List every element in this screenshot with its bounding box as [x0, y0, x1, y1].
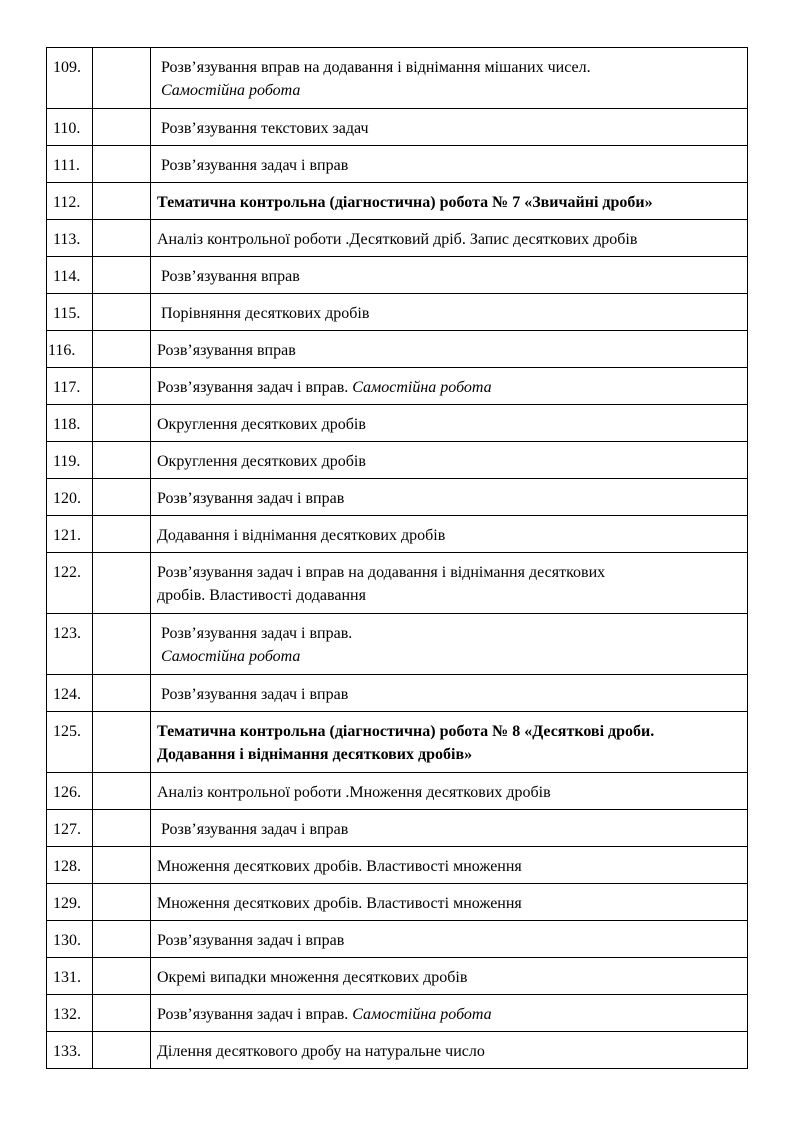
table-row [47, 294, 748, 331]
topic-text: Розв’язування задач і вправ на додавання і віднімання десяткових [157, 564, 606, 581]
lesson-number: 115. [47, 294, 93, 331]
topic-line [161, 265, 741, 288]
topic-text: Порівняння десяткових дробів [161, 305, 370, 322]
lesson-topic [151, 405, 748, 442]
topic-line [157, 413, 741, 436]
table-row [47, 368, 748, 405]
lesson-number: 110. [47, 109, 93, 146]
lesson-date-cell [93, 712, 151, 773]
lesson-plan-table [46, 47, 748, 1069]
lesson-number: 127. [47, 810, 93, 847]
topic-line [161, 683, 741, 706]
lesson-number: 130. [47, 921, 93, 958]
lesson-number: 129. [47, 884, 93, 921]
lesson-topic [151, 1032, 748, 1069]
table-row [47, 614, 748, 675]
topic-text: Округлення десяткових дробів [157, 416, 366, 433]
topic-text: Розв’язування вправ [161, 268, 300, 285]
topic-note: Самостійна робота [161, 82, 301, 99]
topic-text: Розв’язування задач і вправ [157, 490, 345, 507]
lesson-number: 132. [47, 995, 93, 1032]
topic-text: Розв’язування текстових задач [161, 120, 369, 137]
table-row [47, 146, 748, 183]
lesson-topic [151, 712, 748, 773]
table-row [47, 220, 748, 257]
topic-text: Розв’язування задач і вправ. [161, 625, 353, 642]
lesson-date-cell [93, 48, 151, 109]
topic-note: Самостійна робота [161, 648, 301, 665]
topic-line [161, 56, 741, 79]
topic-line [157, 339, 741, 362]
topic-text: Розв’язування задач і вправ [157, 932, 345, 949]
topic-line [161, 645, 741, 668]
topic-line [157, 892, 741, 915]
lesson-date-cell [93, 331, 151, 368]
table-row [47, 479, 748, 516]
table-row [47, 405, 748, 442]
lesson-number: 131. [47, 958, 93, 995]
lesson-number: 119. [47, 442, 93, 479]
table-row [47, 48, 748, 109]
lesson-topic [151, 810, 748, 847]
table-row [47, 257, 748, 294]
topic-note: Самостійна робота [352, 1006, 492, 1023]
lesson-number: 113. [47, 220, 93, 257]
topic-line [157, 781, 741, 804]
table-row [47, 773, 748, 810]
lesson-number: 124. [47, 675, 93, 712]
lesson-number: 109. [47, 48, 93, 109]
lesson-topic [151, 958, 748, 995]
lesson-date-cell [93, 1032, 151, 1069]
topic-line [157, 1003, 741, 1026]
lesson-topic [151, 368, 748, 405]
topic-text: Додавання і віднімання десяткових дробів» [157, 746, 473, 763]
topic-line [157, 966, 741, 989]
lesson-number: 111. [47, 146, 93, 183]
lesson-number: 117. [47, 368, 93, 405]
lesson-date-cell [93, 614, 151, 675]
topic-line [157, 561, 741, 584]
lesson-date-cell [93, 257, 151, 294]
topic-text: Ділення десяткового дробу на натуральне число [157, 1043, 485, 1060]
topic-text: Аналіз контрольної роботи .Десятковий дріб. Запис десяткових дробів [157, 231, 638, 248]
topic-text: Розв’язування вправ [157, 342, 296, 359]
lesson-topic [151, 995, 748, 1032]
lesson-date-cell [93, 220, 151, 257]
lesson-topic [151, 553, 748, 614]
lesson-topic [151, 294, 748, 331]
table-row [47, 884, 748, 921]
lesson-number: 116. [47, 331, 93, 368]
lesson-topic [151, 109, 748, 146]
topic-text: Розв’язування задач і вправ [161, 821, 349, 838]
topic-line [157, 1040, 741, 1063]
lesson-topic [151, 220, 748, 257]
table-row [47, 516, 748, 553]
lesson-topic [151, 847, 748, 884]
table-row [47, 921, 748, 958]
table-row [47, 958, 748, 995]
lesson-topic [151, 331, 748, 368]
topic-line [157, 524, 741, 547]
lesson-date-cell [93, 294, 151, 331]
lesson-topic [151, 921, 748, 958]
topic-text: Розв’язування задач і вправ [161, 157, 349, 174]
topic-text: дробів. Властивості додавання [157, 587, 366, 604]
lesson-date-cell [93, 921, 151, 958]
topic-line [161, 302, 741, 325]
topic-line [157, 929, 741, 952]
topic-line [157, 720, 741, 743]
topic-text: Розв’язування задач і вправ [161, 686, 349, 703]
table-row [47, 331, 748, 368]
table-row [47, 810, 748, 847]
lesson-date-cell [93, 810, 151, 847]
lesson-date-cell [93, 442, 151, 479]
topic-text: Розв’язування вправ на додавання і віднімання мішаних чисел. [161, 59, 591, 76]
topic-line [161, 622, 741, 645]
lesson-date-cell [93, 516, 151, 553]
topic-text: Округлення десяткових дробів [157, 453, 366, 470]
lesson-topic [151, 48, 748, 109]
lesson-date-cell [93, 958, 151, 995]
topic-line [157, 584, 741, 607]
lesson-topic [151, 773, 748, 810]
lesson-number: 133. [47, 1032, 93, 1069]
table-row [47, 109, 748, 146]
topic-line [161, 818, 741, 841]
topic-line [157, 376, 741, 399]
lesson-date-cell [93, 773, 151, 810]
topic-line [157, 450, 741, 473]
lesson-topic [151, 884, 748, 921]
topic-text: Множення десяткових дробів. Властивості множення [157, 858, 522, 875]
lesson-number: 118. [47, 405, 93, 442]
lesson-number: 128. [47, 847, 93, 884]
lesson-date-cell [93, 405, 151, 442]
topic-line [161, 154, 741, 177]
lesson-number: 126. [47, 773, 93, 810]
lesson-date-cell [93, 884, 151, 921]
lesson-date-cell [93, 995, 151, 1032]
lesson-number: 121. [47, 516, 93, 553]
lesson-number: 122. [47, 553, 93, 614]
lesson-topic [151, 257, 748, 294]
lesson-date-cell [93, 675, 151, 712]
lesson-topic [151, 675, 748, 712]
topic-line [161, 79, 741, 102]
topic-text: Додавання і віднімання десяткових дробів [157, 527, 446, 544]
topic-text: Множення десяткових дробів. Властивості множення [157, 895, 522, 912]
lesson-topic [151, 146, 748, 183]
topic-text: Окремі випадки множення десяткових дробів [157, 969, 468, 986]
lesson-topic [151, 614, 748, 675]
topic-line [157, 228, 741, 251]
topic-line [157, 487, 741, 510]
lesson-topic [151, 183, 748, 220]
table-row [47, 847, 748, 884]
table-row [47, 553, 748, 614]
lesson-date-cell [93, 553, 151, 614]
lesson-date-cell [93, 183, 151, 220]
lesson-date-cell [93, 479, 151, 516]
topic-text: Розв’язування задач і вправ. [157, 379, 353, 396]
lesson-number: 112. [47, 183, 93, 220]
topic-note: Самостійна робота [352, 379, 492, 396]
lesson-number: 125. [47, 712, 93, 773]
topic-line [161, 117, 741, 140]
topic-line [157, 743, 741, 766]
lesson-topic [151, 479, 748, 516]
lesson-date-cell [93, 146, 151, 183]
table-row [47, 712, 748, 773]
topic-text: Розв’язування задач і вправ. [157, 1006, 353, 1023]
topic-text: Аналіз контрольної роботи .Множення десяткових дробів [157, 784, 551, 801]
topic-text: Тематична контрольна (діагностична) робота № 8 «Десяткові дроби. [157, 723, 655, 740]
lesson-number: 123. [47, 614, 93, 675]
topic-line [157, 855, 741, 878]
lesson-topic [151, 442, 748, 479]
topic-line [157, 191, 741, 214]
lesson-number: 114. [47, 257, 93, 294]
table-row [47, 995, 748, 1032]
lesson-number: 120. [47, 479, 93, 516]
table-row [47, 675, 748, 712]
topic-text: Тематична контрольна (діагностична) робота № 7 «Звичайні дроби» [157, 194, 653, 211]
lesson-date-cell [93, 109, 151, 146]
table-row [47, 1032, 748, 1069]
table-row [47, 442, 748, 479]
lesson-topic [151, 516, 748, 553]
lesson-plan-body [47, 48, 748, 1069]
lesson-date-cell [93, 368, 151, 405]
table-row [47, 183, 748, 220]
lesson-date-cell [93, 847, 151, 884]
